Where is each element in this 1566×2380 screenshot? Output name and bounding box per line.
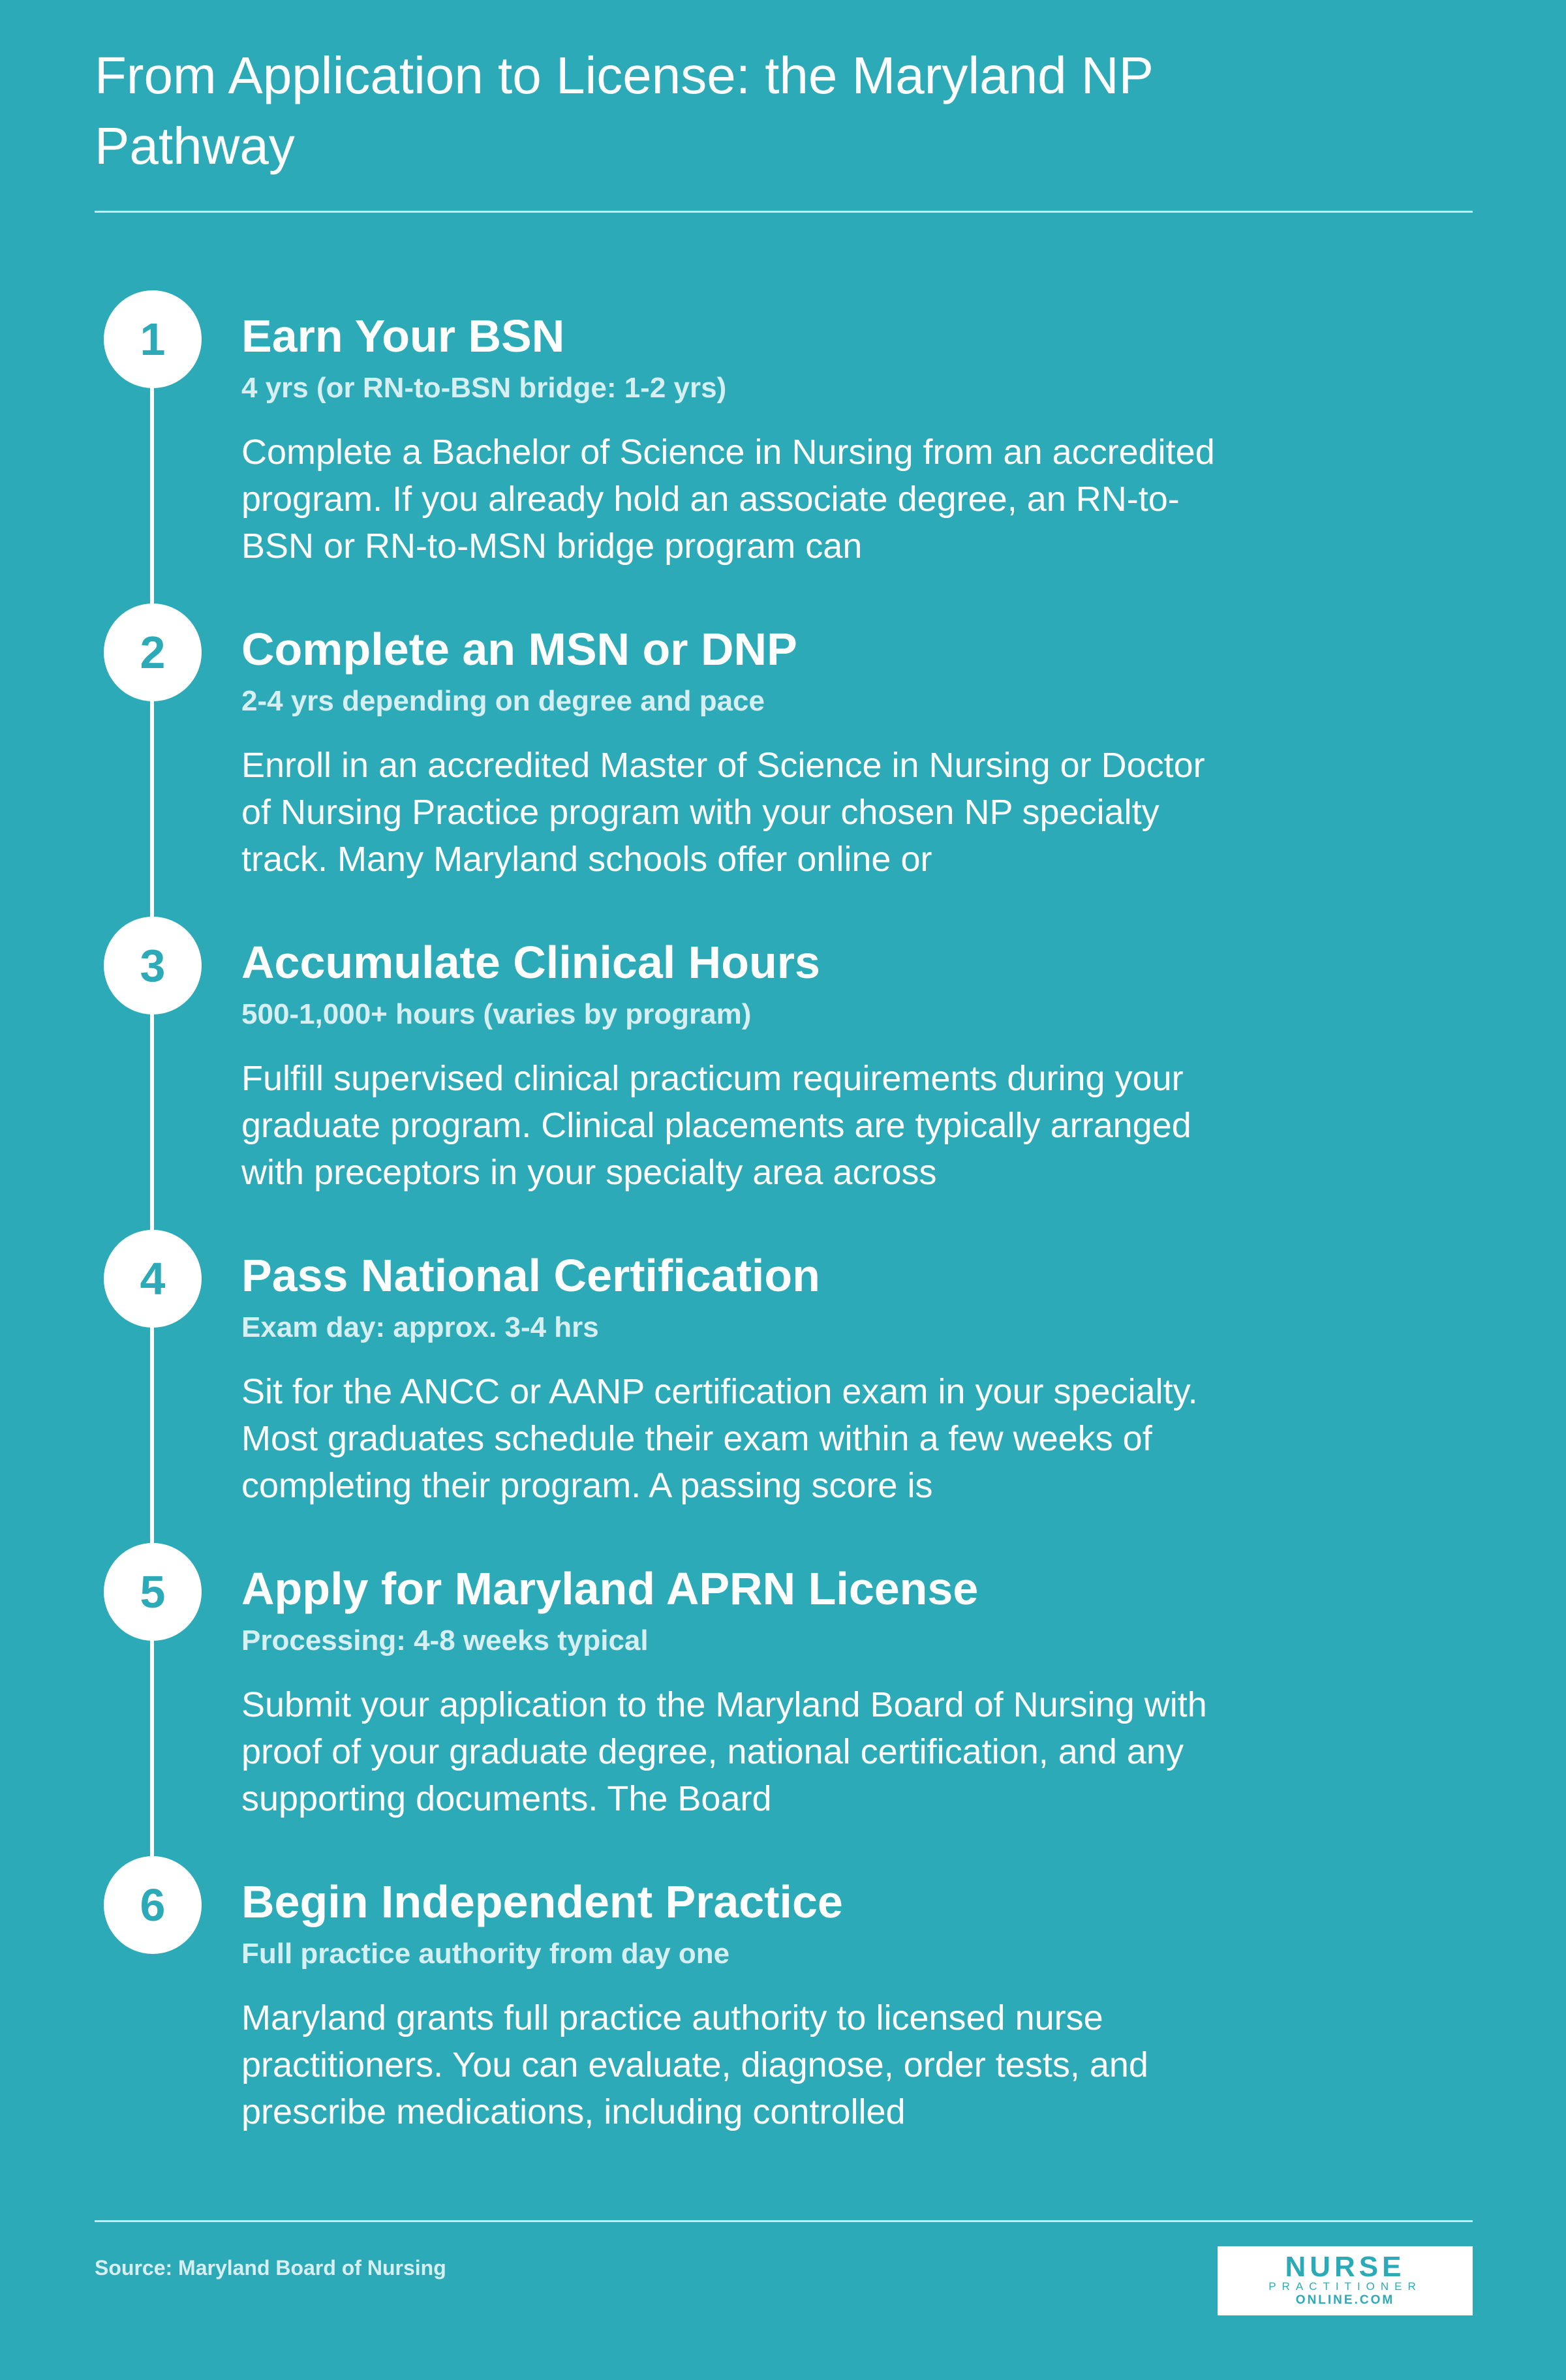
step-description: Enroll in an accredited Master of Science in Nursing or Doctor of Nursing Practice program with your chosen NP specialty track. Many Maryland schools offer online or <box>241 746 1205 879</box>
step-description: Submit your application to the Maryland Board of Nursing with proof of your graduate degree, national certification, and any supporting documents. The Board <box>241 1685 1207 1818</box>
source-note: Source: Maryland Board of Nursing <box>95 2256 446 2280</box>
step-duration: Processing: 4-8 weeks typical <box>241 1625 649 1656</box>
step-number-badge: 6 <box>104 1856 202 1954</box>
step-duration: 500-1,000+ hours (varies by program) <box>241 998 752 1030</box>
step-1 <box>0 290 1566 597</box>
step-number-badge: 1 <box>104 290 202 388</box>
logo-text-online: ONLINE.COM <box>1295 2293 1395 2307</box>
logo-text-nurse: NURSE <box>1285 2251 1405 2283</box>
step-description: Fulfill supervised clinical practicum requirements during your graduate program. Clinical placements are typically arranged with preceptors in your specialty area across <box>241 1059 1191 1192</box>
step-title: Begin Independent Practice <box>241 1876 843 1927</box>
step-2 <box>0 603 1566 910</box>
step-duration: Exam day: approx. 3-4 hrs <box>241 1311 599 1343</box>
brand-logo <box>1218 2246 1473 2315</box>
step-3 <box>0 917 1566 1223</box>
logo-text-practitioner: PRACTITIONER <box>1268 2280 1422 2293</box>
step-4 <box>0 1230 1566 1536</box>
step-number-badge: 3 <box>104 917 202 1015</box>
step-number-badge: 5 <box>104 1543 202 1641</box>
step-duration: Full practice authority from day one <box>241 1938 730 1970</box>
step-title: Accumulate Clinical Hours <box>241 937 820 988</box>
page-title: From Application to License: the Maryland NP Pathway <box>95 46 1153 175</box>
step-title: Apply for Maryland APRN License <box>241 1563 979 1614</box>
step-title: Pass National Certification <box>241 1250 820 1301</box>
step-description: Complete a Bachelor of Science in Nursing from an accredited program. If you already hold an associate degree, an RN-to-BSN or RN-to-MSN bridge program can <box>241 433 1215 566</box>
title-divider <box>95 211 1473 213</box>
step-duration: 2-4 yrs depending on degree and pace <box>241 685 765 717</box>
step-description: Maryland grants full practice authority to licensed nurse practitioners. You can evaluate, diagnose, order tests, and prescribe medications, including controlled <box>241 1998 1148 2131</box>
step-title: Earn Your BSN <box>241 311 565 361</box>
step-5 <box>0 1543 1566 1850</box>
footer-divider <box>95 2220 1473 2222</box>
step-description: Sit for the ANCC or AANP certification exam in your specialty. Most graduates schedule their exam within a few weeks of completing their program. A passing score is <box>241 1372 1198 1505</box>
step-6 <box>0 1856 1566 2163</box>
step-title: Complete an MSN or DNP <box>241 624 797 675</box>
step-number-badge: 4 <box>104 1230 202 1328</box>
step-duration: 4 yrs (or RN-to-BSN bridge: 1-2 yrs) <box>241 372 727 404</box>
step-number-badge: 2 <box>104 603 202 701</box>
